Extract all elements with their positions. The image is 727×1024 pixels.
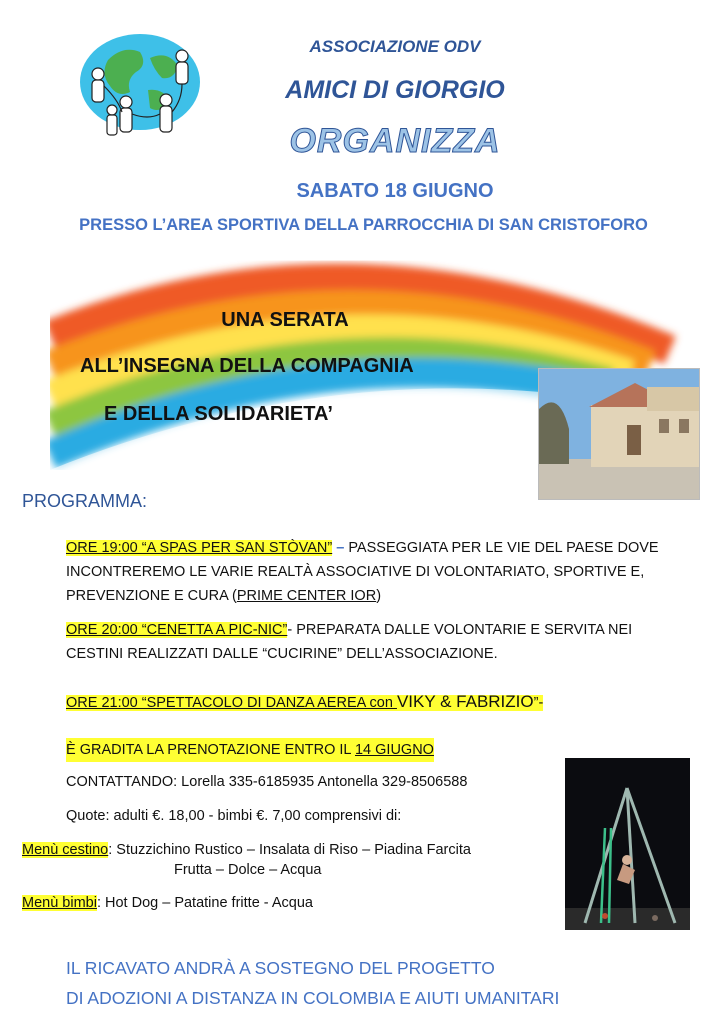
program-item-19-line3-post: ): [376, 588, 382, 604]
program-item-21: [66, 690, 706, 715]
booking-notice: [66, 738, 434, 762]
contacts-line: CONTATTANDO: Lorella 335-6185935 Antonella 329-8506588: [66, 774, 468, 790]
program-item-20-line2: CESTINI REALIZZATI DALLE “CUCIRINE” DELL’ASSOCIAZIONE.: [66, 646, 498, 662]
program-item-19: [66, 536, 706, 608]
church-photo-icon: [538, 368, 700, 500]
association-name: AMICI DI GIORGIO: [285, 76, 505, 104]
program-item-19-line1: PASSEGGIATA PER LE VIE DEL PAESE DOVE: [348, 540, 659, 556]
menu-cestino-line1: : Stuzzichino Rustico – Insalata di Riso – Piadina Farcita: [108, 842, 471, 858]
program-item-21-tail: ”-: [533, 695, 544, 711]
program-item-19-title: ORE 19:00 “A SPAS PER SAN STÒVAN”: [66, 540, 333, 556]
booking-date: 14 GIUGNO: [354, 742, 434, 758]
booking-text: È GRADITA LA PRENOTAZIONE ENTRO IL: [66, 742, 355, 758]
footer-line-1: IL RICAVATO ANDRÀ A SOSTEGNO DEL PROGETTO: [66, 958, 495, 978]
association-label: ASSOCIAZIONE ODV: [309, 37, 481, 56]
globe-children-logo-icon: [78, 30, 208, 142]
menu-cestino-line2: Frutta – Dolce – Acqua: [174, 862, 322, 878]
program-item-19-line3-pre: PREVENZIONE E CURA (: [66, 588, 237, 604]
menu-cestino-label: Menù cestino: [22, 842, 109, 858]
menu-bimbi-label: Menù bimbi: [22, 895, 97, 911]
program-item-21-performers: VIKY & FABRIZIO: [396, 692, 534, 711]
footer-line-2: DI ADOZIONI A DISTANZA IN COLOMBIA E AIUTI UMANITARI: [66, 988, 560, 1008]
prices-line: Quote: adulti €. 18,00 - bimbi €. 7,00 comprensivi di:: [66, 808, 402, 824]
program-item-20-dash: -: [287, 622, 297, 638]
program-item-19-dash: –: [332, 540, 349, 556]
banner-line-1: UNA SERATA: [221, 309, 349, 331]
program-item-20-line1: PREPARATA DALLE VOLONTARIE E SERVITA NEI: [296, 622, 633, 638]
prime-center-ior-link: PRIME CENTER IOR: [236, 588, 377, 604]
aerial-dance-photo-icon: [565, 758, 690, 930]
organizza-title: ORGANIZZA: [289, 122, 501, 160]
menu-bimbi: [22, 891, 313, 915]
event-location: PRESSO L’AREA SPORTIVA DELLA PARROCCHIA DI SAN CRISTOFORO: [79, 216, 648, 234]
program-item-20-title: ORE 20:00 “CENETTA A PIC-NIC”: [66, 622, 288, 638]
banner-line-3: E DELLA SOLIDARIETA’: [104, 403, 333, 425]
program-item-20: [66, 618, 706, 666]
menu-bimbi-text: : Hot Dog – Patatine fritte - Acqua: [96, 895, 313, 911]
banner-line-2: ALL’INSEGNA DELLA COMPAGNIA: [80, 355, 414, 377]
event-date: SABATO 18 GIUGNO: [296, 180, 494, 202]
program-item-19-line2: INCONTREREMO LE VARIE REALTÀ ASSOCIATIVE DI VOLONTARIATO, SPORTIVE E,: [66, 564, 645, 580]
program-heading: PROGRAMMA:: [22, 491, 148, 511]
program-item-21-title: ORE 21:00 “SPETTACOLO DI DANZA AEREA con: [66, 695, 397, 711]
